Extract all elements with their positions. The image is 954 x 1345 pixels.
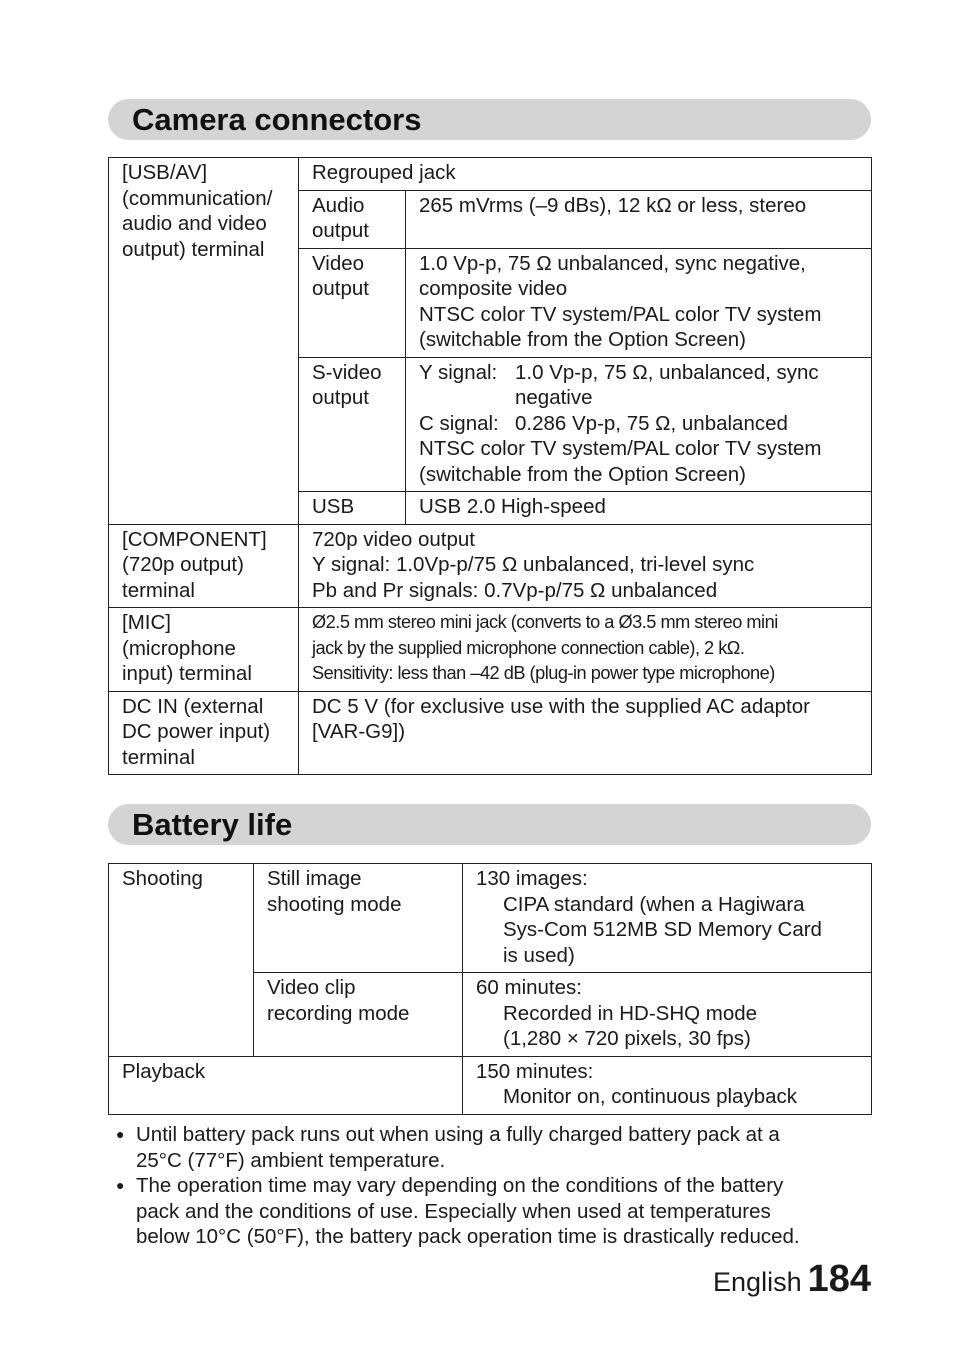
- video-output-label: Video output: [299, 248, 406, 357]
- footer-language: English: [713, 1267, 802, 1297]
- table-row: [109, 691, 872, 775]
- camera-connectors-header: [108, 99, 871, 140]
- svideo-output-value: Y signal: 1.0 Vp-p, 75 Ω, unbalanced, sync negative C signal: 0.286 Vp-p, 75 Ω, unbalanced NTSC color TV system/PAL color TV system (switchable from the Option Screen): [406, 357, 872, 492]
- list-item: ● The operation time may vary depending on the conditions of the battery pack and the conditions of use. Especially when used at temperatures below 10°C (50°F), the battery pack operation time is drastically reduced.: [116, 1174, 800, 1248]
- svideo-output-label: S-video output: [299, 357, 406, 492]
- usb-value: USB 2.0 High-speed: [406, 492, 872, 525]
- c-signal-row: C signal: 0.286 Vp-p, 75 Ω, unbalanced: [419, 411, 788, 435]
- page-footer: [713, 1258, 871, 1301]
- video-mode-value: 60 minutes: Recorded in HD-SHQ mode (1,280 × 720 pixels, 30 fps): [463, 973, 872, 1057]
- shooting-label: Shooting: [109, 864, 254, 1057]
- battery-life-header: [108, 804, 871, 845]
- battery-table: [108, 863, 872, 1115]
- connectors-table: [108, 157, 872, 775]
- video-mode-label: Video clip recording mode: [254, 973, 463, 1057]
- mic-value: Ø2.5 mm stereo mini jack (converts to a Ø3.5 mm stereo mini jack by the supplied microphone connection cable), 2 kΩ. Sensitivity: less than –42 dB (plug-in power type microphone): [299, 608, 872, 692]
- audio-output-label: Audio output: [299, 190, 406, 248]
- usb-label: USB: [299, 492, 406, 525]
- still-mode-label: Still image shooting mode: [254, 864, 463, 973]
- component-label: [COMPONENT] (720p output) terminal: [109, 524, 299, 608]
- bullet-icon: ●: [116, 1177, 125, 1193]
- component-value: 720p video output Y signal: 1.0Vp-p/75 Ω unbalanced, tri-level sync Pb and Pr signals: 0.7Vp-p/75 Ω unbalanced: [299, 524, 872, 608]
- table-row: [109, 524, 872, 608]
- mic-label: [MIC] (microphone input) terminal: [109, 608, 299, 692]
- still-mode-value: 130 images: CIPA standard (when a Hagiwara Sys-Com 512MB SD Memory Card is used): [463, 864, 872, 973]
- dc-in-value: DC 5 V (for exclusive use with the supplied AC adaptor [VAR-G9]): [299, 691, 872, 775]
- playback-label: Playback: [109, 1056, 463, 1114]
- audio-output-value: 265 mVrms (–9 dBs), 12 kΩ or less, stereo: [406, 190, 872, 248]
- table-row: [109, 864, 872, 973]
- list-item: ● Until battery pack runs out when using a fully charged battery pack at a 25°C (77°F) ambient temperature.: [116, 1123, 780, 1172]
- notes-list: [112, 1122, 872, 1250]
- usb-av-label: [USB/AV] (communication/ audio and video output) terminal: [109, 158, 299, 525]
- regrouped-jack-cell: Regrouped jack: [299, 158, 872, 191]
- table-row: [109, 158, 872, 191]
- y-signal-row: Y signal: 1.0 Vp-p, 75 Ω, unbalanced, sync: [419, 360, 819, 384]
- bullet-icon: ●: [116, 1126, 125, 1142]
- battery-life-title: Battery life: [132, 807, 293, 842]
- playback-value: 150 minutes: Monitor on, continuous playback: [463, 1056, 872, 1114]
- video-output-value: 1.0 Vp-p, 75 Ω unbalanced, sync negative, composite video NTSC color TV system/PAL color TV system (switchable from the Option Screen): [406, 248, 872, 357]
- table-row: [109, 608, 872, 692]
- camera-connectors-title: Camera connectors: [132, 102, 422, 137]
- page-number: 184: [807, 1258, 871, 1300]
- dc-in-label: DC IN (external DC power input) terminal: [109, 691, 299, 775]
- table-row: [109, 1056, 872, 1114]
